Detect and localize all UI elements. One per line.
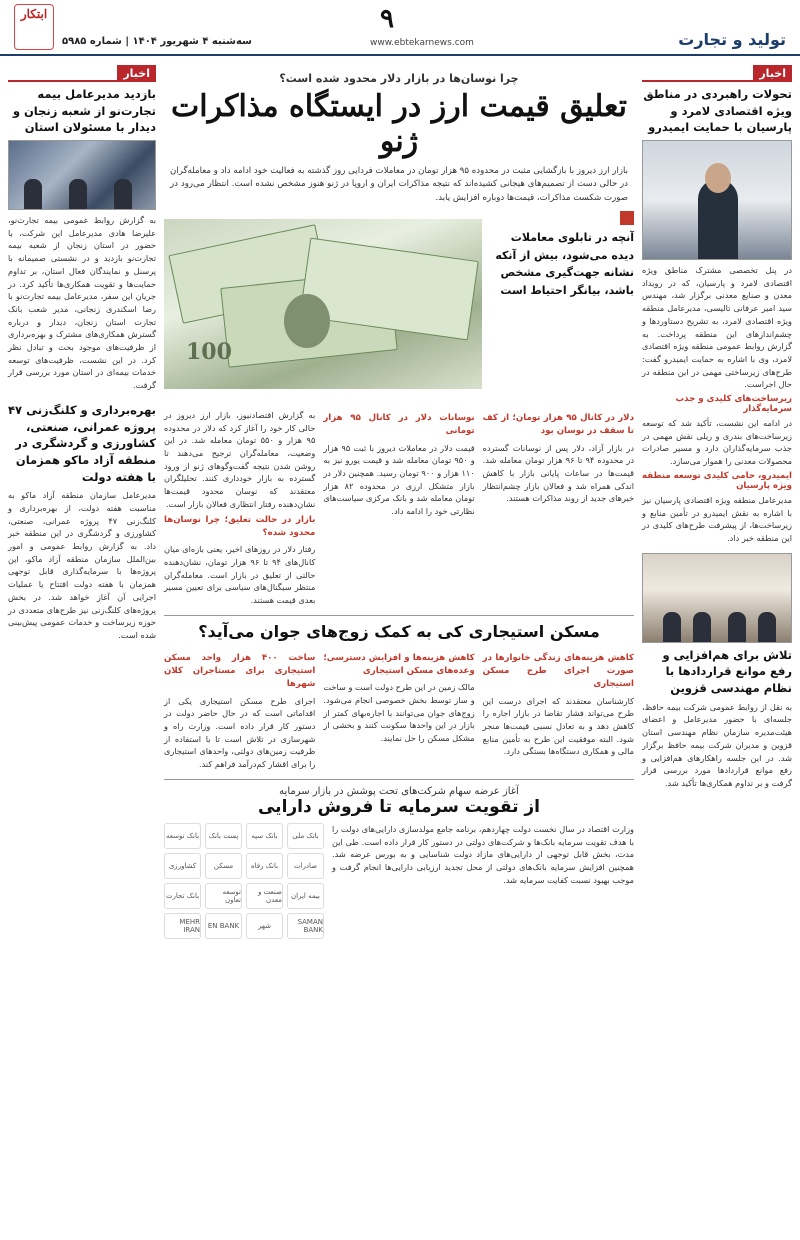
news-tag: اخبار [753,65,792,82]
bank-logo: بانک رفاه [246,853,283,879]
second-col2-subhead: کاهش هزینه‌ها و افزایش دسترسی؛ وعده‌های مسکن استیجاری [323,652,475,677]
divider [164,615,634,616]
page-number: ۹ [380,4,394,34]
person-figure [69,179,87,209]
bank-logo: بانک توسعه [164,823,201,849]
second-col3-subhead: کاهش هزینه‌های زندگی خانوارها در صورت اجرای طرح مسکن استیجاری [482,652,634,690]
second-col-3 [483,649,634,771]
newspaper-logo: ابتکار [14,4,54,50]
col1b-text: رفتار دلار در روزهای اخیر، یعنی بازه‌ای میان کانال‌های ۹۴ تا ۹۶ هزار تومان، نشان‌دهنده حالتی از تعلیق در بازار است. معامله‌گران منتظر سیگنال‌های سیاسی برای تعیین مسیر بعدی قیمت هستند. [164,544,316,605]
left-news2-body: مدیرعامل سازمان منطقه آزاد ماکو به مناسبت هفته دولت، از بهره‌برداری و کلنگ‌زنی ۴۷ پروژه عمرانی، صنعتی، کشاورزی و گردشگری در این منطقه خبر داد. به گزارش روابط عمومی و امور بین‌الملل سازمان منطقه آزاد ماکو، این پروژه‌ها با سرمایه‌گذاری قابل توجهی همزمان با هفته دولت افتتاح یا عملیات اجرایی آن آغاز خواهد شد. در بخش پروژه‌های کلنگ‌زنی نیز طرح‌های متعددی در حوزه زیرساخت و خدمات عمومی پیش‌بینی شده است. [8,490,156,640]
bank-logo: MEHR IRAN [164,913,201,939]
hero-area [164,211,634,401]
bank-logo: توسعه تعاون [205,883,242,909]
second-columns [164,649,634,771]
second-col2-text: مالک زمین در این طرح دولت است و ساخت و ساز توسط بخش خصوصی انجام می‌شود. زوج‌های جوان می‌توانند با اجاره‌بهای کمتر از بازار در این واحدها سکونت کنند و بخشی از مشکل مسکن را حل نمایند. [323,682,475,744]
person-head [705,163,731,193]
left-news1-body: به گزارش روابط عمومی بیمه تجارت‌نو، علیرضا هادی مدیرعامل این شرکت، با حضور در استان زنجان از شعبه بیمه تجارت‌نو بازدید و در نشستی صمیمانه با پرسنل و نمایندگان فعال استان، بر تداوم حمایت‌ها و تقویت همکاری‌ها تأکید کرد. در جریان این سفر، مدیرعامل بیمه تجارت‌نو با رضا اسکندری زنجانی، مدیر شعب بانک تجارت استان زنجان، دیدار و درباره گسترش همکاری‌های مشترک و بهره‌برداری از ظرفیت‌های موجود بحث و تبادل نظر کرد. در این نشست، ظرفیت‌های توسعه خدمات بیمه‌ای در استان مورد بررسی قرار گرفت. [8,215,156,391]
quote-icon [620,211,634,225]
left-news2-title[interactable]: بهره‌برداری و کلنگ‌زنی ۴۷ پروژه عمرانی، صنعتی، کشاورزی و گردشگری در منطقه آزاد ماکو همزمان با هفته دولت [8,402,156,484]
main-lead: بازار ارز دیروز با بازگشایی مثبت در محدوده ۹۵ هزار تومان در معاملات فردایی روز گذشته به فعالیت خود ادامه داد و معامله‌گران در حالی دست از تصمیم‌های هیجانی کشیده‌اند که نتیجه مذاکرات ایران و اروپا در ژنو هنوز مشخص نشده است. انتظار می‌رود در صورت شکست مذاکرات، قیمت‌ها دوباره افزایش یابد. [170,166,628,203]
main-col-3 [483,409,634,607]
bank-logo: EN BANK [205,913,242,939]
right-news1-sub2: ایمیدرو، حامی کلیدی توسعه منطقه ویژه پارسیان [642,470,792,491]
main-col-1 [164,409,315,607]
bank-logo: بانک سپه [246,823,283,849]
bank-logo: پست بانک [205,823,242,849]
right-news2-body: به نقل از روابط عمومی شرکت بیمه حافظ، جلسه‌ای با حضور مدیرعامل و اعضای هیئت‌مدیره سازمان نظام مهندسی استان قزوین و مدیران شرکت بیمه حافظ برگزار شد. در این جلسه راهکارهای هم‌افزایی و رفع موانع قراردادها مورد بررسی قرار گرفت و بر تداوم همکاری‌ها تأکید شد. [642,701,792,788]
right-news1-body-end: مدیرعامل منطقه ویژه اقتصادی پارسیان نیز با اشاره به نقش ایمیدرو در تأمین منابع و زیرساخت‌ها، از پیشرفت طرح‌های کلیدی در این منطقه خبر داد. [642,494,792,543]
main-col-2 [323,409,474,607]
bank-logo: بانک تجارت [164,883,201,909]
right-news1-body: در پنل تخصصی مشترک مناطق ویژه اقتصادی لامرد و پارسیان، که در رویداد معدن و صنایع معدنی برگزار شد، مهندس سید امیر عرفانی تالیسی، مدیرعامل منطقه ویژه اقتصادی لامرد، به تشریح دستاوردها و چشم‌اندازهای این منطقه پرداخت. به گزارش روابط عمومی منطقه ویژه اقتصادی لامرد، وی با اشاره به حمایت ایمیدرو گفت: طرح‌های زیرساختی مهمی در این منطقه در حال اجراست. [642,265,792,390]
right-column [642,62,792,1232]
quote-text: آنچه در تابلوی معاملات دیده می‌شود، بیش از آنکه نشانه جهت‌گیری مشخص باشد، بیانگر احتیاط است [495,230,634,297]
pull-quote [494,211,634,299]
portrait-circle [284,294,330,348]
right-news2-photo [642,553,792,643]
left-column [8,62,156,1232]
bill-denomination: 100 [186,338,232,365]
tag-bar [642,62,792,82]
second-col-2 [323,649,474,771]
left-news1-title[interactable]: بازدید مدیرعامل بیمه تجارت‌نو از شعبه زنجان و دیدار با مسئولان استان [12,87,156,135]
col1-text: به گزارش اقتصادنیوز، بازار ارز دیروز در حالی کار خود را آغاز کرد که دلار در محدوده ۹۵ هزار و ۵۵۰ تومان معامله شد. در این وضعیت، معامله‌گران ترجیح می‌دهند تا روشن شدن نتیجه گفت‌وگوهای ژنو از ورود گسترده به بازار خودداری کنند. تحلیلگران معتقدند که نوسان محدود قیمت‌ها نشان‌دهنده رفتار انتظاری فعالان بازار است. [164,409,316,509]
right-news1-photo [642,140,792,260]
main-article [164,62,634,939]
right-news1-title[interactable]: تحولات راهبردی در مناطق ویژه اقتصادی لامرد و پارسیان با حمایت ایمیدرو [643,87,792,135]
bank-logo: صنعت و معدن [246,883,283,909]
site-url[interactable]: www.ebtekarnews.com [370,38,474,48]
second-col3-text: کارشناسان معتقدند که اجرای درست این طرح می‌تواند فشار تقاضا در بازار اجاره را کاهش دهد و به تعادل نسبی قیمت‌ها منجر شود. البته موفقیت این طرح به تأمین منابع مالی و همکاری دستگاه‌ها بستگی دارد. [482,695,634,757]
bottom-kicker: آغاز عرضه سهام شرکت‌های تحت پوشش در بازار سرمایه [279,785,519,797]
masthead [0,0,800,56]
person-figure [114,179,132,209]
bank-logo: شهر [246,913,283,939]
second-col1-subhead: ساخت ۴۰۰ هزار واحد مسکن استیجاری برای مستاجران کلان شهرها [164,652,316,690]
bank-logo: SAMAN BANK [287,913,324,939]
second-col-1 [164,649,315,771]
bottom-article-head [164,786,634,817]
divider [164,779,634,780]
col3-subhead: دلار در کانال ۹۵ هزار تومان؛ از کف تا سقف در نوسان بود [482,412,634,437]
section-title: تولید و تجارت [678,30,786,49]
right-news1-body-more: در ادامه این نشست، تأکید شد که توسعه زیرساخت‌های بندری و ریلی نقش مهمی در جذب سرمایه‌گذاران دارد و مسیر صادرات محصولات معدنی را هموار می‌سازد. [642,418,792,467]
person-figure [728,612,746,642]
left-news1-photo [8,140,156,210]
bank-logo: بیمه ایران [287,883,324,909]
tag-bar [8,62,156,82]
second-col1-text: اجرای طرح مسکن استیجاری یکی از اقداماتی است که در حال حاضر دولت در دستور کار قرار داده است. وزارت راه و شهرسازی در تلاش است تا با استفاده از ظرفیت زمین‌های دولتی، واحدهای استیجاری را برای اقشار کم‌درآمد فراهم کند. [164,695,316,770]
dollar-bills-image [164,219,482,389]
bank-logo: صادرات [287,853,324,879]
right-news1-sub1: زیرساخت‌های کلیدی و جذب سرمایه‌گذار [675,394,792,415]
person-figure [693,612,711,642]
bank-logo: مسکن [205,853,242,879]
second-article-title[interactable]: مسکن استیجاری کی به کمک زوج‌های جوان می‌آید؟ [198,621,600,641]
col3-text: در بازار آزاد، دلار پس از نوسانات گسترده در محدوده ۹۴ تا ۹۶ هزار تومان معامله شد. قیمت‌ها در ساعات پایانی بازار با کاهش اندکی همراه شد و فعالان بازار چشم‌انتظار خبرهای جدید از روند مذاکرات هستند. [482,442,634,504]
col2-text: قیمت دلار در معاملات دیروز با ثبت ۹۵ هزار و ۹۵۰ تومان معامله شد و قیمت یورو نیز به ۱۱۰ هزار و ۹۰۰ تومان رسید. همچنین دلار در بازار متشکل ارزی در محدوده ۸۲ هزار تومان معامله شد و بانک مرکزی سیاست‌های نظارتی خود را ادامه داد. [323,442,475,517]
main-title[interactable]: تعلیق قیمت ارز در ایستگاه مذاکرات ژنو [171,89,627,159]
person-figure [758,612,776,642]
person-figure [24,179,42,209]
person-figure [663,612,681,642]
main-kicker: چرا نوسان‌ها در بازار دلار محدود شده است؟ [279,72,519,85]
col1-subhead: بازار در حالت تعلیق؛ چرا نوسان‌ها محدود شده؟ [164,514,316,538]
right-news2-title[interactable]: تلاش برای هم‌افزایی و رفع موانع قراردادها با نظام مهندسی قزوین [662,647,792,696]
date-issue: سه‌شنبه ۴ شهریور ۱۴۰۴ | شماره ۵۹۸۵ [62,36,252,47]
bank-logo: کشاورزی [164,853,201,879]
news-tag: اخبار [117,65,156,82]
main-columns [164,409,634,607]
bottom-title[interactable]: از تقویت سرمایه تا فروش دارایی [257,796,540,817]
col2-subhead: نوسانات دلار در کانال ۹۵ هزار تومانی [323,412,475,437]
bottom-article-body [164,823,634,939]
bank-logo: بانک ملی [287,823,324,849]
bank-logos-grid [164,823,324,939]
bottom-text: وزارت اقتصاد در سال نخست دولت چهاردهم، برنامه جامع مولدسازی دارایی‌های دولت را با هدف تقویت سرمایه بانک‌ها و شرکت‌های دولتی در دستور کار قرار داده است. طی این مدت، بخش قابل توجهی از دارایی‌های مازاد دولت شناسایی و به بورس عرضه شد. همچنین افزایش سرمایه بانک‌های دولتی از محل تجدید ارزیابی دارایی‌ها انجام گرفت و موجب بهبود نسبت کفایت سرمایه شد. [332,823,634,885]
